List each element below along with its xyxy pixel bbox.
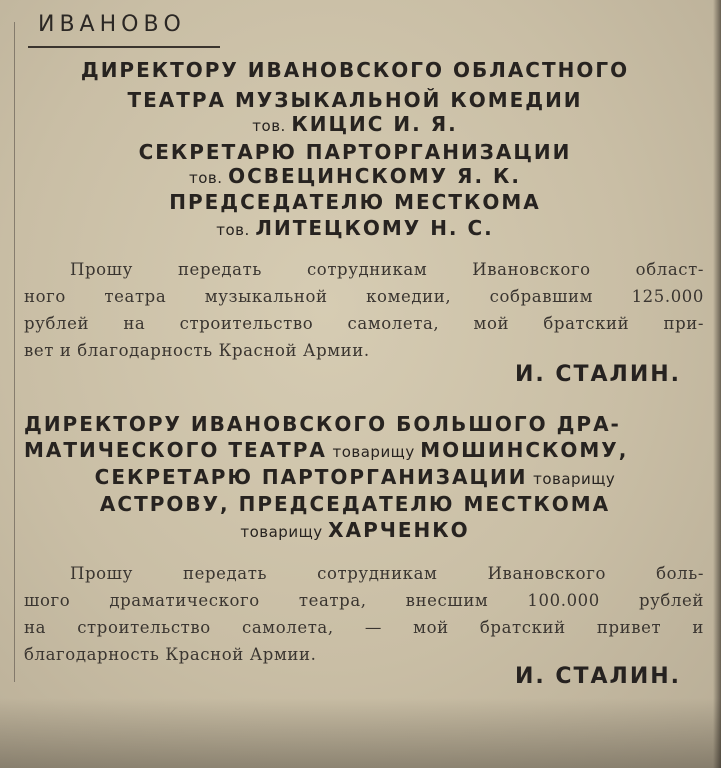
body-line: на строительство самолета, — мой братский привет и: [24, 618, 704, 637]
address-line: ДИРЕКТОРУ ИВАНОВСКОГО ОБЛАСТНОГО: [80, 58, 630, 82]
body-line: шого драматического театра, внесшим 100.000 рублей: [24, 591, 704, 610]
address-line: [24, 438, 694, 462]
address-line: ДИРЕКТОРУ ИВАНОВСКОГО БОЛЬШОГО ДРА-: [24, 412, 621, 436]
address-text: МАТИЧЕСКОГО ТЕАТРА: [24, 438, 327, 462]
body-line: Прошу передать сотрудникам Ивановского боль-: [70, 564, 704, 583]
address-line: [20, 465, 690, 489]
telegram-body: [24, 256, 704, 364]
address-text: СЕКРЕТАРЮ ПАРТОРГАНИЗАЦИИ: [94, 465, 528, 489]
signature: И. СТАЛИН.: [514, 664, 681, 689]
column-rule: [14, 22, 15, 682]
address-prefix: тов.: [216, 221, 250, 239]
address-line: [20, 216, 690, 240]
paper-edge-shadow: [713, 0, 721, 768]
address-name: МОШИНСКОМУ,: [420, 438, 629, 462]
address-prefix: тов.: [252, 117, 286, 135]
address-name: КИЦИС И. Я.: [291, 112, 458, 136]
body-line: ного театра музыкальной комедии, собравшим 125.000: [24, 287, 704, 306]
body-line: рублей на строительство самолета, мой братский при-: [24, 314, 704, 333]
address-line: [20, 518, 690, 542]
address-name: ХАРЧЕНКО: [328, 518, 470, 542]
signature: И. СТАЛИН.: [514, 362, 681, 387]
address-prefix: тов.: [189, 169, 223, 187]
address-line: АСТРОВУ, ПРЕДСЕДАТЕЛЮ МЕСТКОМА: [99, 492, 611, 516]
dateline: ИВАНОВО: [38, 12, 186, 37]
body-line: Прошу передать сотрудникам Ивановского област-: [70, 260, 704, 279]
body-line: вет и благодарность Красной Армии.: [24, 341, 370, 360]
address-prefix: товарищу: [533, 470, 616, 488]
address-line: СЕКРЕТАРЮ ПАРТОРГАНИЗАЦИИ: [138, 140, 572, 164]
address-line: ПРЕДСЕДАТЕЛЮ МЕСТКОМА: [169, 190, 541, 214]
address-prefix: товарищу: [332, 443, 415, 461]
address-line: ТЕАТРА МУЗЫКАЛЬНОЙ КОМЕДИИ: [127, 88, 583, 112]
address-line: [20, 112, 690, 136]
telegram-body: [24, 560, 704, 668]
address-line: [20, 164, 690, 188]
address-name: ЛИТЕЦКОМУ Н. С.: [255, 216, 494, 240]
dateline-underline: [28, 46, 220, 48]
body-line: благодарность Красной Армии.: [24, 645, 317, 664]
address-name: ОСВЕЦИНСКОМУ Я. К.: [228, 164, 521, 188]
paper-bottom-shadow: [0, 698, 721, 768]
address-prefix: товарищу: [240, 523, 323, 541]
